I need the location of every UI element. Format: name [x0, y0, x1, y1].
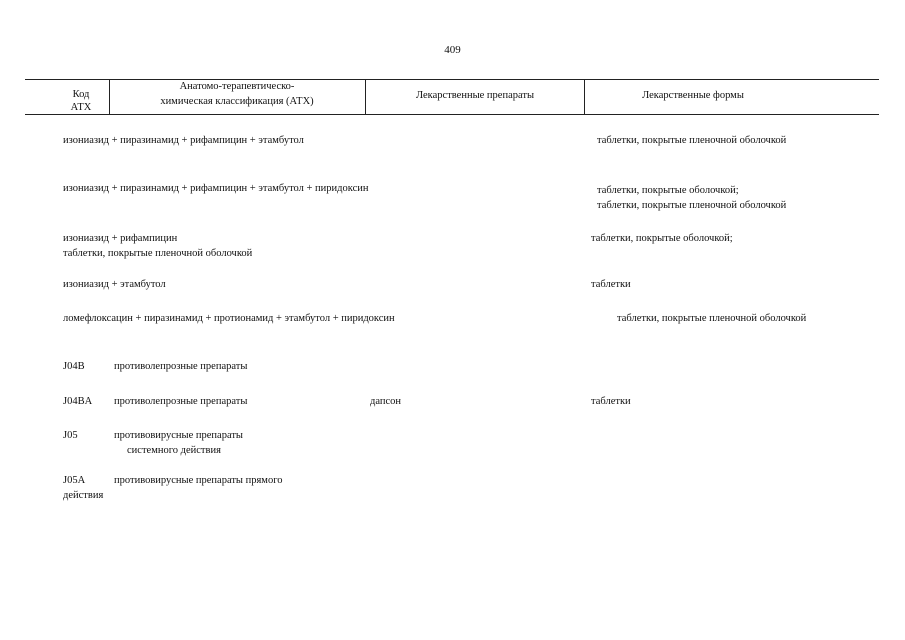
drug-name: дапсон: [370, 396, 402, 407]
header-divider: [109, 79, 110, 114]
header-code-line1: Код: [72, 89, 90, 100]
atc-code: J04B: [63, 361, 85, 372]
header-code-line2: АТХ: [70, 102, 92, 113]
atc-group-name: противовирусные препараты: [114, 430, 243, 441]
drug-name: ломефлоксацин + пиразинамид + протионамид + этамбутол + пиридоксин: [63, 313, 395, 324]
drug-name: изониазид + пиразинамид + рифампицин + этамбутол + пиридоксин: [63, 183, 369, 194]
atc-group-name: противолепрозные препараты: [114, 396, 248, 407]
atc-group-name: системного действия: [127, 445, 221, 456]
header-divider: [365, 79, 366, 114]
atc-code: J04BA: [63, 396, 93, 407]
atc-group-name: противовирусные препараты прямого: [114, 475, 283, 486]
dosage-form: таблетки, покрытые пленочной оболочкой: [617, 313, 807, 324]
dosage-form: таблетки, покрытые оболочкой;: [591, 233, 733, 244]
header-divider: [584, 79, 585, 114]
dosage-form: таблетки, покрытые пленочной оболочкой: [597, 135, 787, 146]
dosage-form: таблетки: [591, 396, 631, 407]
dosage-form: таблетки: [591, 279, 631, 290]
header-atc-line1: Анатомо-терапевтическо-: [179, 81, 295, 92]
atc-code: J05: [63, 430, 78, 441]
dosage-form: таблетки, покрытые пленочной оболочкой: [63, 248, 253, 259]
header-bottom-rule: [25, 114, 879, 115]
dosage-form: таблетки, покрытые оболочкой;: [597, 185, 739, 196]
atc-group-name: противолепрозные препараты: [114, 361, 248, 372]
drug-name: изониазид + пиразинамид + рифампицин + этамбутол: [63, 135, 304, 146]
header-drugs: Лекарственные препараты: [415, 90, 535, 101]
atc-group-name: действия: [63, 490, 104, 501]
header-atc-line2: химическая классификация (АТХ): [160, 96, 314, 107]
atc-code: J05A: [63, 475, 86, 486]
drug-name: изониазид + этамбутол: [63, 279, 166, 290]
header-forms: Лекарственные формы: [642, 90, 744, 101]
page-number: 409: [444, 44, 461, 56]
dosage-form: таблетки, покрытые пленочной оболочкой: [597, 200, 787, 211]
drug-name: изониазид + рифампицин: [63, 233, 178, 244]
